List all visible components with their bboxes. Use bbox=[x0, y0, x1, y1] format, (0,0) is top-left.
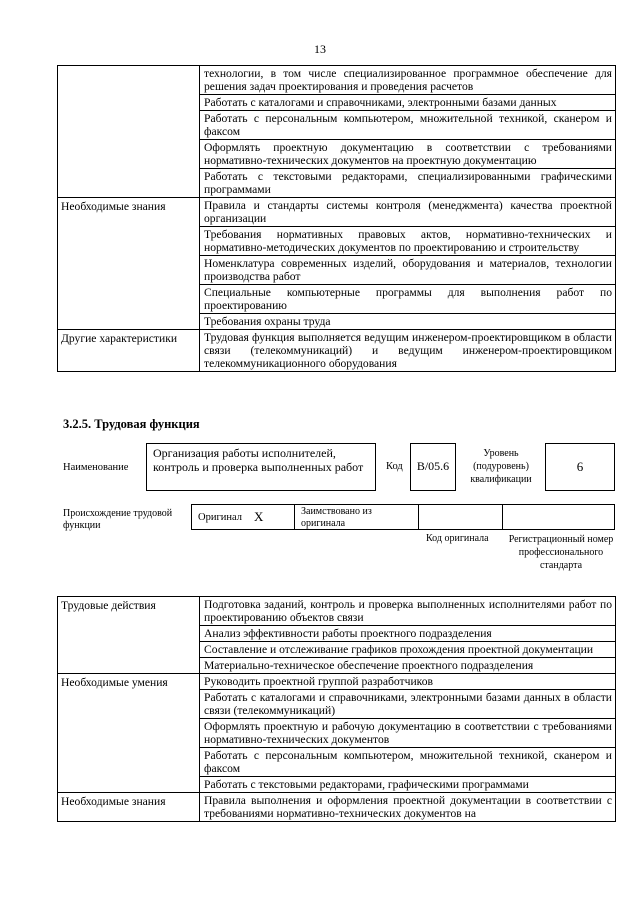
row-item: Работать с персональным компьютером, множительной техникой, сканером и факсом bbox=[200, 748, 616, 777]
row-item: Оформлять проектную и рабочую документацию в соответствии с требованиями нормативно-технических документов bbox=[200, 719, 616, 748]
origin-divider-3 bbox=[502, 504, 503, 530]
row-item: Номенклатура современных изделий, оборудования и материалов, технологии производства работ bbox=[200, 256, 616, 285]
section-title: 3.2.5. Трудовая функция bbox=[63, 417, 200, 431]
code-label: Код bbox=[386, 461, 403, 472]
code-value: B/05.6 bbox=[416, 459, 450, 473]
row-item: Работать с текстовыми редакторами, графическими программами bbox=[200, 777, 616, 793]
row-item: Работать с каталогами и справочниками, электронными базами данных bbox=[200, 95, 616, 111]
row-label: Необходимые знания bbox=[58, 793, 200, 822]
level-label: Уровень (подуровень) квалификации bbox=[470, 448, 532, 485]
code-original-caption: Код оригинала bbox=[426, 533, 489, 544]
row-item: Требования охраны труда bbox=[200, 314, 616, 330]
row-item: Требования нормативных правовых актов, нормативно-технических и нормативно-методических документов по проектированию и строительству bbox=[200, 227, 616, 256]
row-label: Необходимые знания bbox=[58, 198, 200, 330]
origin-divider-1 bbox=[294, 504, 295, 530]
row-item: Трудовая функция выполняется ведущим инженером-проектировщиком в области связи (телекоммуникаций) и ведущим инженером-проектировщиком телекоммуникационного оборудования bbox=[200, 330, 616, 372]
name-box bbox=[146, 443, 376, 491]
row-item: технологии, в том числе специализированное программное обеспечение для решения задач проектирования и проведения расчетов bbox=[200, 66, 616, 95]
row-item: Подготовка заданий, контроль и проверка выполненных исполнителями работ по проектированию объектов связи bbox=[200, 597, 616, 626]
table-row bbox=[58, 674, 616, 690]
row-label bbox=[58, 66, 200, 198]
row-item: Составление и отслеживание графиков прохождения проектной документации bbox=[200, 642, 616, 658]
page-number: 13 bbox=[314, 42, 326, 56]
labor-actions-table bbox=[57, 596, 616, 822]
row-label: Необходимые умения bbox=[58, 674, 200, 793]
row-item: Работать с текстовыми редакторами, специализированными графическими программами bbox=[200, 169, 616, 198]
original-mark: X bbox=[254, 509, 264, 524]
row-item: Руководить проектной группой разработчиков bbox=[200, 674, 616, 690]
row-item: Работать с персональным компьютером, множительной техникой, сканером и факсом bbox=[200, 111, 616, 140]
table-row bbox=[58, 330, 616, 372]
name-label: Наименование bbox=[63, 462, 129, 473]
code-box bbox=[410, 443, 456, 491]
original-label: Оригинал bbox=[198, 512, 242, 523]
table-row bbox=[58, 793, 616, 822]
level-box bbox=[545, 443, 615, 491]
row-item: Анализ эффективности работы проектного подразделения bbox=[200, 626, 616, 642]
borrowed-label: Заимствовано из оригинала bbox=[301, 506, 372, 529]
skills-knowledge-table bbox=[57, 65, 616, 372]
row-item: Правила и стандарты системы контроля (менеджмента) качества проектной организации bbox=[200, 198, 616, 227]
origin-divider-2 bbox=[418, 504, 419, 530]
name-value: Организация работы исполнителей, контроль и проверка выполненных работ bbox=[153, 446, 364, 474]
table-row bbox=[58, 66, 616, 95]
level-value: 6 bbox=[576, 459, 584, 474]
row-label: Трудовые действия bbox=[58, 597, 200, 674]
table-row bbox=[58, 198, 616, 227]
table-row bbox=[58, 597, 616, 626]
origin-label: Происхождение трудовой функции bbox=[63, 508, 173, 531]
row-item: Оформлять проектную документацию в соответствии с требованиями нормативно-технических документов на проектную документацию bbox=[200, 140, 616, 169]
row-label: Другие характеристики bbox=[58, 330, 200, 372]
row-item: Работать с каталогами и справочниками, электронными базами данных в области связи (телекоммуникаций) bbox=[200, 690, 616, 719]
row-item: Специальные компьютерные программы для выполнения работ по проектированию bbox=[200, 285, 616, 314]
row-item: Материально-техническое обеспечение проектного подразделения bbox=[200, 658, 616, 674]
reg-number-caption: Регистрационный номер профессионального стандарта bbox=[508, 534, 614, 571]
row-item: Правила выполнения и оформления проектной документации в соответствии с требованиями нормативно-технических документов на bbox=[200, 793, 616, 822]
